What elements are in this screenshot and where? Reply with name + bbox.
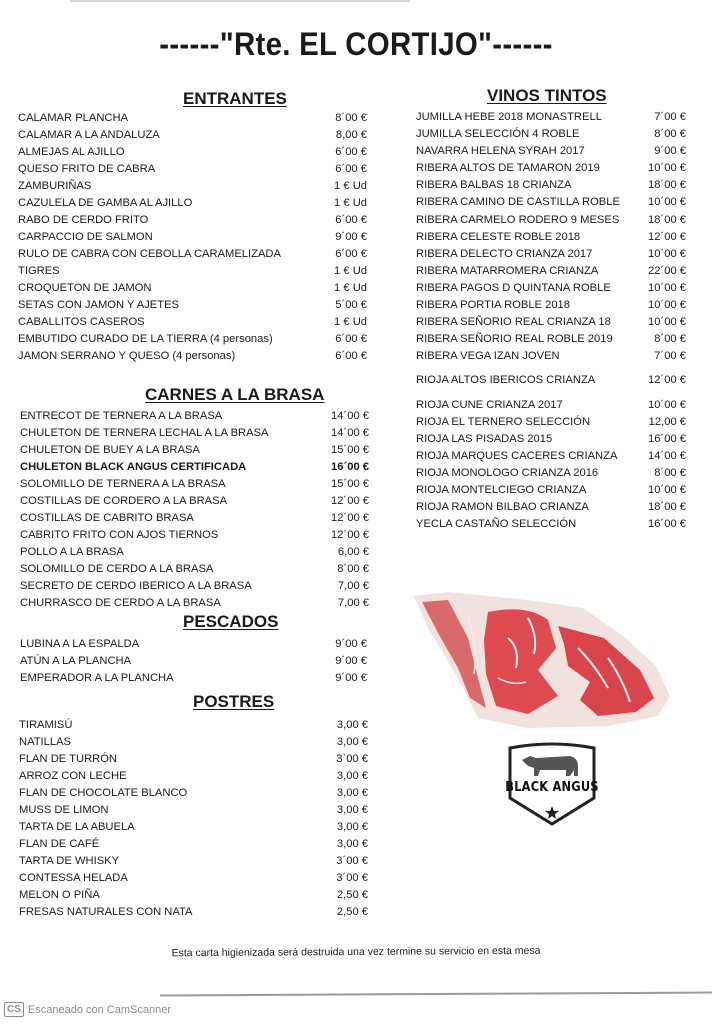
menu-item-row (416, 143, 686, 160)
steak-image (408, 578, 678, 738)
menu-item-price: 8,00 € (335, 129, 367, 141)
menu-item-row (18, 110, 367, 127)
menu-item-price: 18´00 € (648, 501, 686, 514)
menu-item-name: TARTA DE WHISKY (19, 855, 120, 867)
menu-item-name: RIBERA CARMELO RODERO 9 MESES (416, 213, 620, 226)
menu-item-row (19, 819, 368, 836)
menu-item-price: 15´00 € (331, 478, 369, 490)
menu-item-name: NATILLAS (19, 736, 72, 748)
menu-item-name: CABRITO FRITO CON AJOS TIERNOS (20, 529, 219, 541)
menu-item-name: FLAN DE TURRÓN (19, 753, 118, 765)
menu-item-row (20, 510, 369, 527)
menu-item-row (416, 431, 686, 448)
menu-item-row (18, 314, 367, 331)
cow-icon (522, 756, 578, 776)
menu-item-price: 18´00 € (648, 213, 686, 226)
menu-item-name: CAZULELA DE GAMBA AL AJILLO (18, 197, 193, 209)
menu-item-price: 8´00 € (337, 563, 369, 575)
menu-item-name: TIRAMISÚ (19, 719, 73, 731)
menu-item-row (20, 527, 369, 544)
menu-item-price: 8´00 € (654, 466, 686, 479)
menu-item-row (18, 127, 367, 144)
menu-item-price: 14´00 € (331, 410, 369, 422)
menu-item-name: FLAN DE CHOCOLATE BLANCO (19, 787, 188, 799)
menu-item-row (416, 465, 686, 482)
menu-item-name: CARPACCIO DE SALMON (18, 231, 153, 243)
menu-item-row (20, 408, 369, 425)
camscanner-logo-icon: CS (4, 1002, 24, 1017)
menu-item-name: RIBERA PAGOS D QUINTANA ROBLE (416, 281, 611, 294)
menu-item-name: CALAMAR A LA ANDALUZA (18, 129, 160, 141)
menu-item-price: 9´00 € (654, 145, 686, 158)
menu-item-row (416, 348, 686, 365)
menu-item-name: RIBERA PORTIA ROBLE 2018 (416, 299, 571, 312)
menu-item-row (20, 425, 369, 442)
menu-item-name: CABALLITOS CASEROS (18, 316, 145, 328)
menu-item-row (416, 263, 686, 280)
menu-item-price: 14´00 € (648, 449, 686, 462)
menu-item-name: TIGRES (18, 265, 60, 277)
menu-item-row (18, 178, 367, 195)
menu-item-name: SOLOMILLO DE TERNERA A LA BRASA (20, 478, 226, 490)
menu-item-name: COSTILLAS DE CORDERO A LA BRASA (20, 495, 228, 507)
menu-item-row (416, 297, 686, 314)
menu-item-row (20, 670, 367, 687)
menu-item-row (416, 160, 686, 177)
camscanner-text: Escaneado con CamScanner (27, 1003, 171, 1016)
menu-item-name: COSTILLAS DE CABRITO BRASA (20, 512, 194, 524)
menu-item-name: RIBERA CELESTE ROBLE 2018 (416, 230, 581, 243)
menu-item-name: POLLO A LA BRASA (20, 546, 124, 558)
menu-item-price: 3,00 € (336, 719, 368, 731)
menu-item-row (18, 348, 367, 365)
menu-item-price: 7´00 € (654, 350, 686, 363)
menu-item-row (20, 636, 367, 653)
menu-item-name: RIOJA LAS PISADAS 2015 (416, 432, 553, 445)
menu-item-name: MELON O PIÑA (19, 889, 100, 901)
section-heading-pescados: PESCADOS (183, 612, 279, 631)
menu-item-price: 3,00 € (336, 804, 368, 816)
menu-item-row (19, 717, 368, 734)
menu-item-row (20, 578, 369, 595)
menu-item-price: 12,00 € (648, 415, 686, 428)
menu-item-name: LUBINA A LA ESPALDA (20, 638, 140, 650)
menu-item-price: 3`00 € (336, 753, 368, 765)
menu-item-price: 3,00 € (336, 770, 368, 782)
menu-item-price: 8´00 € (654, 333, 686, 346)
menu-item-price: 3´00 € (336, 855, 368, 867)
menu-item-name: RIOJA EL TERNERO SELECCIÓN (416, 415, 591, 428)
menu-item-price: 8´00 € (335, 112, 367, 124)
menu-item-name: CHULETON DE BUEY A LA BRASA (20, 444, 200, 456)
menu-item-price: 1 € Ud (334, 316, 367, 328)
menu-item-row (416, 212, 686, 229)
menu-item-row (19, 887, 368, 904)
menu-item-price: 10´00 € (648, 196, 686, 209)
menu-item-row (416, 109, 686, 126)
menu-item-price: 15´00 € (331, 444, 369, 456)
menu-item-price: 3,00 € (336, 821, 368, 833)
menu-item-price: 6´00 € (335, 163, 367, 175)
menu-item-name: RIOJA MARQUES CACERES CRIANZA (416, 449, 618, 462)
menu-item-price: 6´00 € (335, 350, 367, 362)
carnes-list (20, 408, 369, 612)
pescados-list (20, 636, 367, 687)
menu-item-price: 9´00 € (335, 672, 367, 684)
menu-item-price: 2,50 € (336, 889, 368, 901)
menu-item-price: 10´00 € (648, 398, 686, 411)
menu-item-price: 1 € Ud (334, 282, 367, 294)
menu-item-name: ALMEJAS AL AJILLO (18, 146, 125, 158)
menu-item-row (18, 161, 367, 178)
menu-item-name: EMPERADOR A LA PLANCHA (20, 672, 174, 684)
menu-item-price: 10´00 € (648, 316, 686, 329)
menu-item-price: 6,00 € (337, 546, 369, 558)
menu-item-row (20, 493, 369, 510)
menu-item-name: SECRETO DE CERDO IBERICO A LA BRASA (20, 580, 252, 592)
menu-item-price: 16´00 € (648, 518, 686, 531)
menu-item-name: ENTRECOT DE TERNERA A LA BRASA (20, 410, 223, 422)
menu-item-price: 5´00 € (335, 299, 367, 311)
menu-item-price: 10´00 € (648, 247, 686, 260)
menu-item-name: ARROZ CON LECHE (19, 770, 127, 782)
menu-item-price: 6´00 € (335, 333, 367, 345)
menu-item-name: FRESAS NATURALES CON NATA (19, 906, 193, 918)
restaurant-title: ------"Rte. EL CORTIJO"------ (159, 26, 553, 62)
hygiene-note: Esta carta higienizada será destruida una vez termine su servicio en esta mesa (171, 944, 541, 960)
menu-item-price: 12´00 € (331, 495, 369, 507)
menu-item-row (18, 144, 367, 161)
menu-item-name: CALAMAR PLANCHA (18, 112, 129, 124)
menu-item-price: 1 € Ud (334, 197, 367, 209)
camscanner-watermark (4, 1002, 171, 1017)
menu-item-name: RIOJA RAMON BILBAO CRIANZA (416, 501, 589, 514)
menu-item-price: 12´00 € (648, 230, 686, 243)
menu-item-row (416, 194, 686, 211)
menu-item-row (18, 280, 367, 297)
menu-item-price: 12´00 € (331, 529, 369, 541)
menu-item-price: 10´00 € (648, 162, 686, 175)
menu-item-name: MUSS DE LIMON (19, 804, 109, 816)
menu-item-name: JUMILLA HEBE 2018 MONASTRELL (416, 111, 602, 123)
menu-item-row (19, 751, 368, 768)
menu-item-price: 1 € Ud (334, 180, 367, 192)
menu-item-price: 9´00 € (335, 638, 367, 650)
menu-item-price: 12´00 € (331, 512, 369, 524)
menu-item-row (20, 442, 369, 459)
section-heading-carnes: CARNES A LA BRASA (145, 385, 325, 404)
menu-item-row (20, 544, 369, 561)
menu-item-name: RIBERA VEGA IZAN JOVEN (416, 350, 560, 363)
menu-item-price: 9´00 € (335, 231, 367, 243)
menu-item-row (20, 653, 367, 670)
section-heading-vinos-tintos: VINOS TINTOS (487, 86, 607, 105)
menu-item-row (416, 177, 686, 194)
menu-item-row (416, 246, 686, 263)
menu-item-name: RIBERA SEÑORIO REAL CRIANZA 18 (416, 316, 611, 329)
menu-item-row (19, 768, 368, 785)
menu-item-row (18, 297, 367, 314)
menu-item-price: 6´00 € (335, 248, 367, 260)
menu-item-name: CONTESSA HELADA (19, 872, 128, 884)
menu-item-row (416, 414, 686, 431)
menu-item-name: YECLA CASTAÑO SELECCIÓN (416, 518, 577, 531)
menu-item-name: RIBERA SEÑORIO REAL ROBLE 2019 (416, 333, 613, 346)
menu-item-name: RIBERA DELECTO CRIANZA 2017 (416, 247, 593, 260)
menu-item-name: EMBUTIDO CURADO DE LA TIERRA (4 personas) (18, 333, 273, 345)
menu-item-row (18, 229, 367, 246)
menu-item-row (416, 314, 686, 331)
menu-item-name: RABO DE CERDO FRITO (18, 214, 149, 226)
menu-item-name: JUMILLA SELECCIÓN 4 ROBLE (416, 128, 580, 141)
menu-item-row (416, 448, 686, 465)
menu-item-row (19, 870, 368, 887)
menu-item-price: 16´00 € (648, 432, 686, 445)
scan-edge-line-bottom (160, 992, 712, 997)
menu-item-row (416, 126, 686, 143)
menu-item-price: 3,00 € (336, 787, 368, 799)
menu-item-row (416, 331, 686, 348)
menu-item-name: RIBERA BALBAS 18 CRIANZA (416, 179, 572, 192)
menu-item-name: RULO DE CABRA CON CEBOLLA CARAMELIZADA (18, 248, 281, 260)
menu-item-price: 3,00 € (336, 838, 368, 850)
menu-item-name: FLAN DE CAFÉ (19, 838, 100, 850)
menu-item-row (18, 246, 367, 263)
menu-item-name: RIBERA MATARROMERA CRIANZA (416, 264, 599, 277)
menu-item-row (416, 372, 686, 389)
menu-item-name: ATÚN A LA PLANCHA (20, 655, 132, 667)
entrantes-list (18, 110, 367, 365)
menu-item-name: RIOJA MONTELCIEGO CRIANZA (416, 483, 587, 496)
menu-item-row (416, 482, 686, 499)
menu-item-row (19, 904, 368, 921)
menu-item-name: CHULETON BLACK ANGUS CERTIFICADA (20, 461, 247, 473)
menu-item-row (19, 836, 368, 853)
scan-edge-line (70, 0, 410, 2)
menu-item-row (416, 397, 686, 414)
menu-item-name: CROQUETON DE JAMON (18, 282, 152, 294)
menu-item-name: CHURRASCO DE CERDO A LA BRASA (20, 597, 221, 609)
menu-item-price: 3,00 € (336, 736, 368, 748)
menu-item-price: 10´00 € (648, 299, 686, 312)
menu-item-price: 1 € Ud (334, 265, 367, 277)
menu-item-price: 10´00 € (648, 483, 686, 496)
menu-item-name: RIBERA CAMINO DE CASTILLA ROBLE (416, 196, 620, 209)
menu-item-row (416, 229, 686, 246)
section-heading-postres: POSTRES (193, 692, 275, 711)
menu-item-price: 6´00 € (335, 214, 367, 226)
menu-item-name: RIOJA ALTOS IBERICOS CRIANZA (416, 374, 596, 387)
menu-item-row (416, 516, 686, 533)
menu-item-price: 9´00 € (335, 655, 367, 667)
menu-item-row (18, 212, 367, 229)
menu-item-price: 3´00 € (336, 872, 368, 884)
menu-item-name: SETAS CON JAMON Y AJETES (18, 299, 180, 311)
menu-item-price: 8´00 € (654, 128, 686, 141)
menu-item-price: 7,00 € (337, 597, 369, 609)
menu-item-name: NAVARRA HELENA SYRAH 2017 (416, 145, 585, 158)
menu-item-row (416, 280, 686, 297)
menu-item-name: RIOJA MONOLOGO CRIANZA 2016 (416, 466, 599, 479)
menu-item-price: 14´00 € (331, 427, 369, 439)
row-spacer (416, 390, 686, 397)
menu-item-name: JAMON SERRANO Y QUESO (4 personas) (18, 350, 236, 362)
menu-item-price: 16´00 € (331, 461, 369, 473)
vinos-tintos-list (416, 109, 686, 533)
menu-item-row (20, 561, 369, 578)
black-angus-badge (492, 740, 612, 830)
menu-item-row (416, 499, 686, 516)
menu-item-row (20, 476, 369, 493)
menu-item-row (18, 331, 367, 348)
menu-item-row (20, 459, 369, 476)
menu-item-row (19, 734, 368, 751)
menu-item-price: 6´00 € (335, 146, 367, 158)
menu-item-row (18, 263, 367, 280)
menu-item-row (19, 785, 368, 802)
section-heading-entrantes: ENTRANTES (183, 89, 287, 108)
menu-item-price: 7´00 € (654, 111, 686, 123)
star-icon (545, 806, 559, 819)
menu-item-price: 10´00 € (648, 281, 686, 294)
menu-item-row (18, 195, 367, 212)
badge-label: BLACK ANGUS (505, 780, 599, 795)
menu-item-name: RIBERA ALTOS DE TAMARON 2019 (416, 162, 600, 175)
menu-item-row (19, 853, 368, 870)
postres-list (19, 717, 368, 921)
row-spacer (416, 365, 686, 372)
menu-item-price: 2,50 € (336, 906, 368, 918)
menu-item-name: TARTA DE LA ABUELA (19, 821, 135, 833)
menu-item-name: CHULETON DE TERNERA LECHAL A LA BRASA (20, 427, 269, 439)
menu-item-price: 18´00 € (648, 179, 686, 192)
menu-item-price: 7,00 € (337, 580, 369, 592)
menu-item-row (20, 595, 369, 612)
menu-item-price: 12´00 € (648, 374, 686, 387)
menu-item-name: QUESO FRITO DE CABRA (18, 163, 156, 175)
menu-item-name: ZAMBURIÑAS (18, 180, 92, 192)
menu-item-name: RIOJA CUNE CRIANZA 2017 (416, 398, 563, 411)
menu-item-row (19, 802, 368, 819)
menu-item-price: 22´00 € (648, 264, 686, 277)
menu-item-name: SOLOMILLO DE CERDO A LA BRASA (20, 563, 214, 575)
